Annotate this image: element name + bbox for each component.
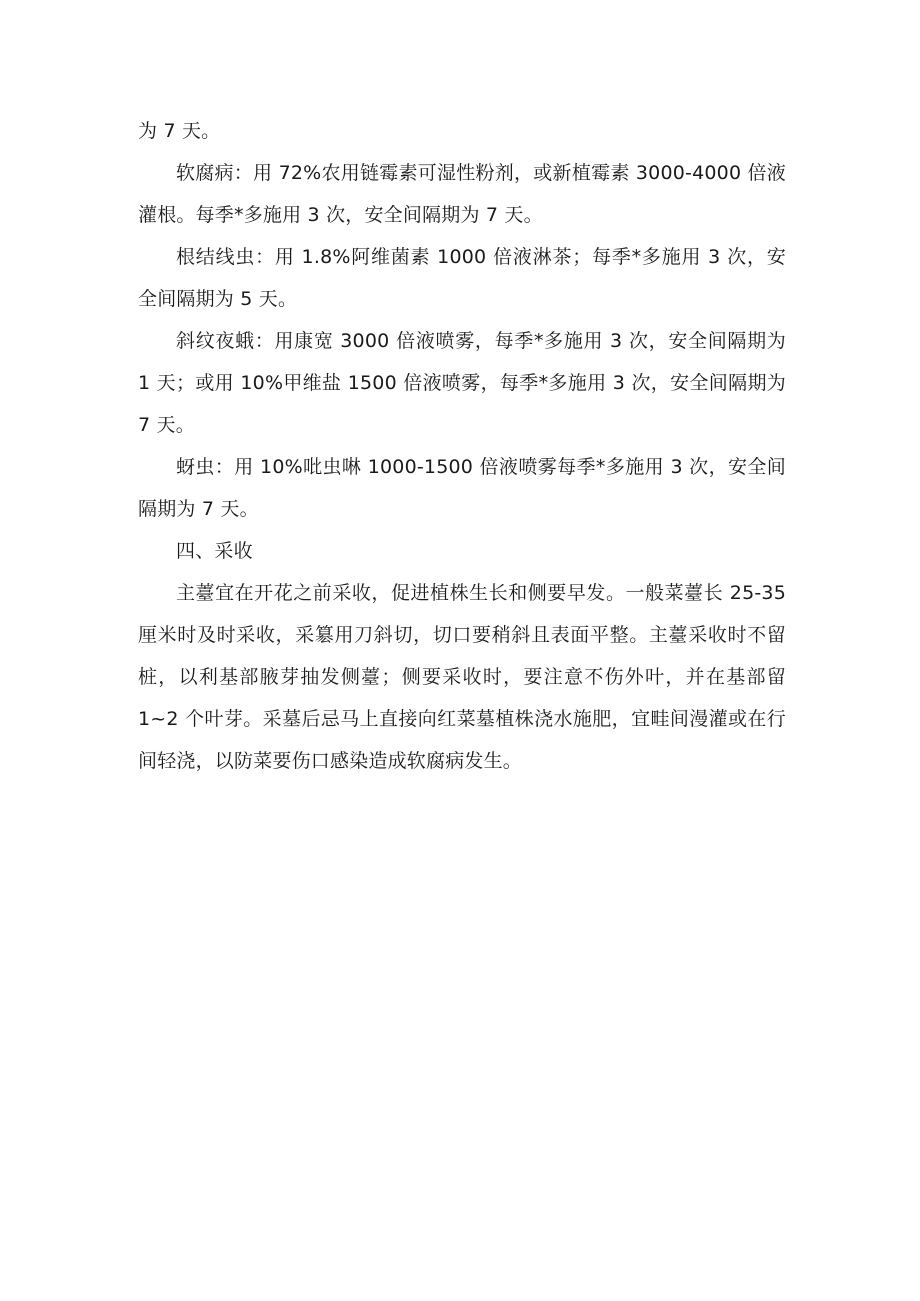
paragraph-armyworm: 斜纹夜蛾：用康宽 3000 倍液喷雾，每季*多施用 3 次，安全间隔期为 1 天；或用 10%甲维盐 1500 倍液喷雾，每季*多施用 3 次，安全间隔期为 7 天。	[138, 330, 786, 436]
paragraph-continuation: 为 7 天。	[138, 120, 221, 142]
paragraph-soft-rot: 软腐病：用 72%农用链霉素可湿性粉剂，或新植霉素 3000-4000 倍液灌根。每季*多施用 3 次，安全间隔期为 7 天。	[138, 162, 786, 226]
paragraph-harvest: 主薹宜在开花之前采收，促进植株生长和侧要早发。一般菜薹长 25-35 厘米时及时采收，采簒用刀斜切，切口要稍斜且表面平整。主薹采收时不留桩，以利基部腋芽抽发侧薹；侧要采收时，要注意不伤外叶，并在基部留 1~2 个叶芽。采墓后忌马上直接向红菜墓植株浇水施肥，宜畦间漫灌或在行间轻浇，以防菜要伤口感染造成软腐病发生。	[138, 582, 786, 772]
paragraph-root-knot-nematode: 根结线虫：用 1.8%阿维菌素 1000 倍液淋茶；每季*多施用 3 次，安全间隔期为 5 天。	[138, 246, 786, 310]
paragraph-aphid: 蚜虫：用 10%吡虫啉 1000-1500 倍液喷雾每季*多施用 3 次，安全间隔期为 7 天。	[138, 456, 786, 520]
section-heading-harvest: 四、采收	[176, 540, 253, 562]
document-body	[138, 110, 786, 782]
